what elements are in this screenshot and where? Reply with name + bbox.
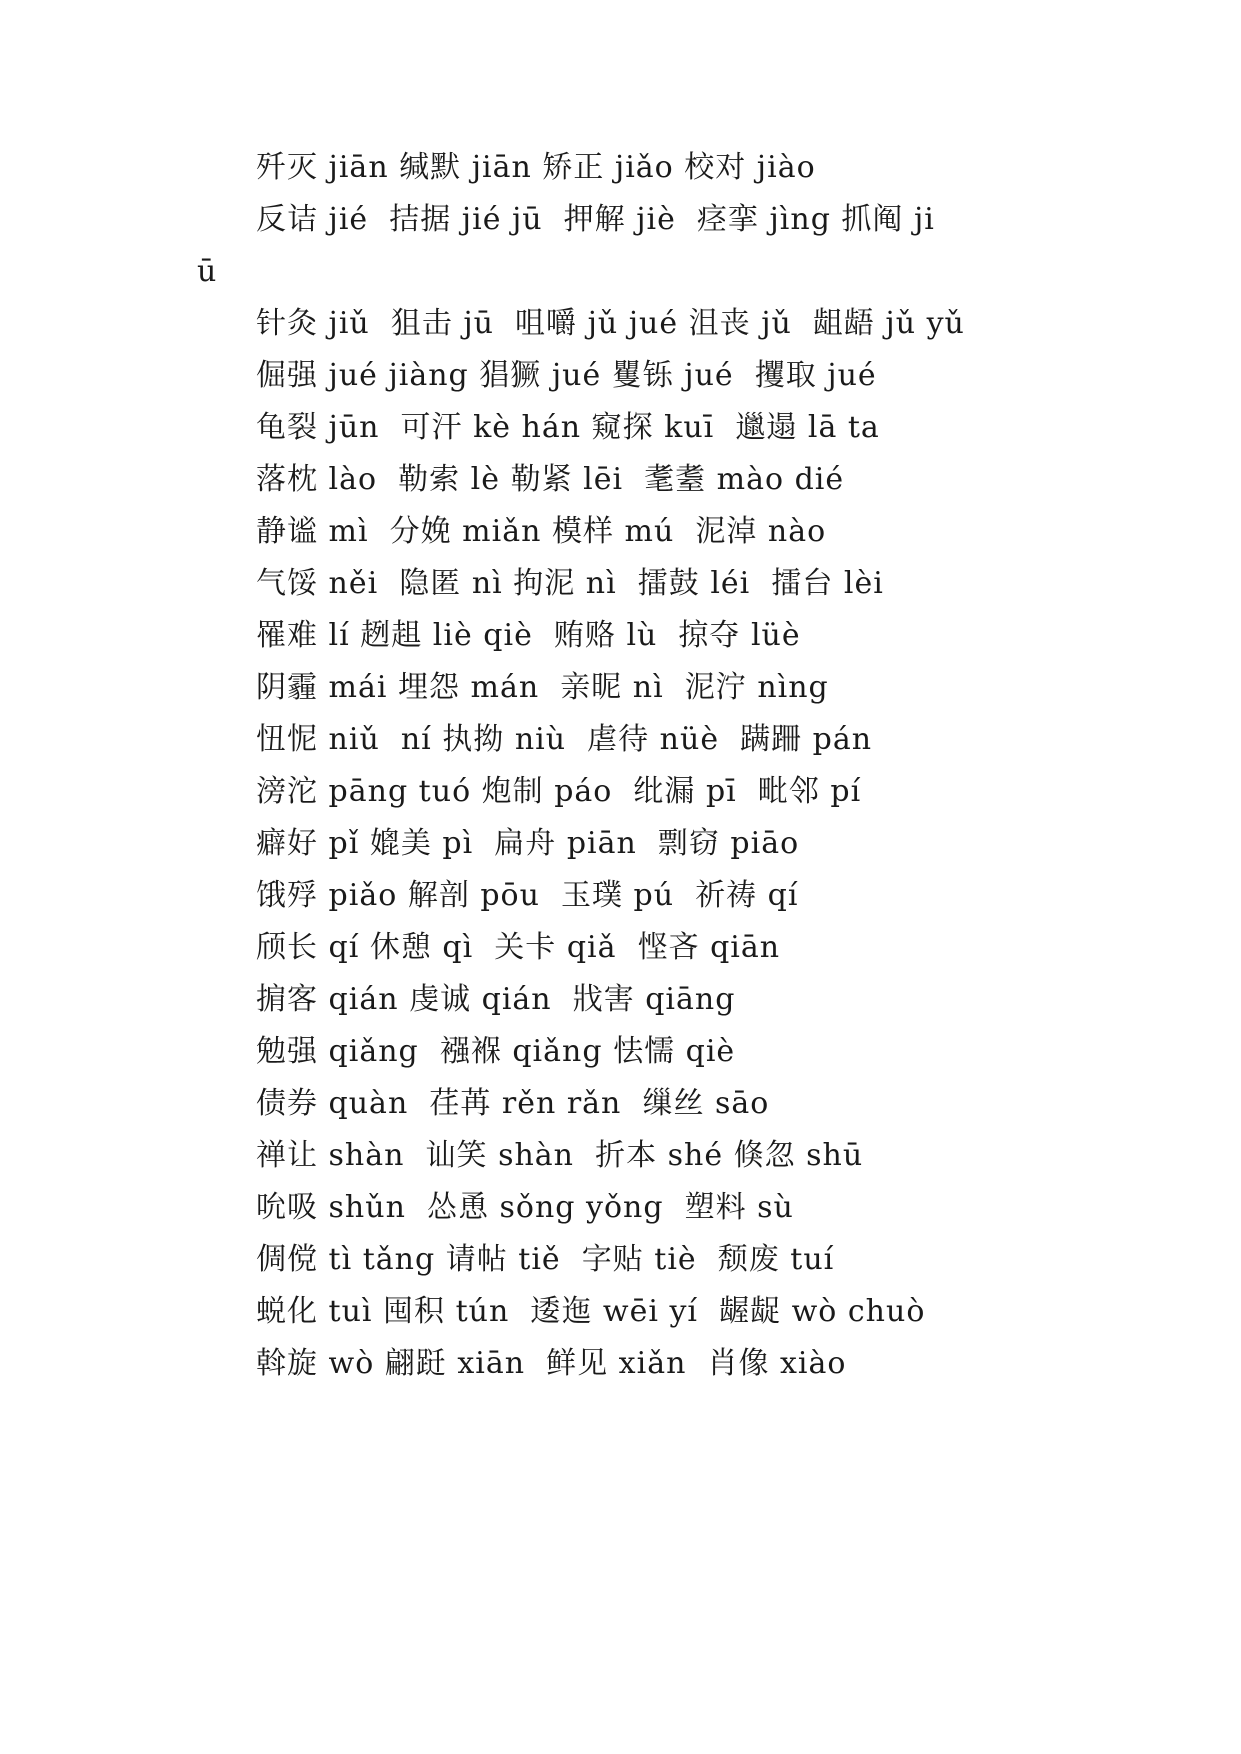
text-line-16: 掮客 qián 虔诚 qián 戕害 qiāng	[256, 982, 736, 1017]
text-line-22: 蜕化 tuì 囤积 tún 逶迤 wēi yí 龌龊 wò chuò	[256, 1294, 926, 1329]
text-line-21: 倜傥 tì tǎng 请帖 tiě 字贴 tiè 颓废 tuí	[256, 1242, 835, 1277]
text-line-2-continuation: ū	[197, 254, 218, 289]
text-line-13: 癖好 pǐ 媲美 pì 扁舟 piān 剽窃 piāo	[256, 826, 800, 861]
text-line-1: 歼灭 jiān 缄默 jiān 矫正 jiǎo 校对 jiào	[256, 150, 816, 185]
text-line-15: 颀长 qí 休憩 qì 关卡 qiǎ 悭吝 qiān	[256, 930, 781, 965]
text-line-8: 气馁 něi 隐匿 nì 拘泥 nì 擂鼓 léi 擂台 lèi	[256, 566, 884, 601]
text-line-19: 禅让 shàn 讪笑 shàn 折本 shé 倏忽 shū	[256, 1138, 864, 1173]
text-line-4: 倔强 jué jiàng 猖獗 jué 矍铄 jué 攫取 jué	[256, 358, 877, 393]
text-line-5: 龟裂 jūn 可汗 kè hán 窥探 kuī 邋遢 lā ta	[256, 410, 880, 445]
text-line-20: 吮吸 shǔn 怂恿 sǒng yǒng 塑料 sù	[256, 1190, 794, 1225]
text-line-6: 落枕 lào 勒索 lè 勒紧 lēi 耄耋 mào dié	[256, 462, 845, 497]
text-line-7: 静谧 mì 分娩 miǎn 模样 mú 泥淖 nào	[256, 514, 827, 549]
text-line-3: 针灸 jiǔ 狙击 jū 咀嚼 jǔ jué 沮丧 jǔ 龃龉 jǔ yǔ	[256, 306, 965, 341]
text-line-9: 罹难 lí 趔趄 liè qiè 贿赂 lù 掠夺 lüè	[256, 618, 801, 653]
text-line-10: 阴霾 mái 埋怨 mán 亲昵 nì 泥泞 nìng	[256, 670, 829, 705]
text-line-18: 债券 quàn 荏苒 rěn rǎn 缫丝 sāo	[256, 1086, 770, 1121]
text-line-12: 滂沱 pāng tuó 炮制 páo 纰漏 pī 毗邻 pí	[256, 774, 862, 809]
text-line-23: 斡旋 wò 翩跹 xiān 鲜见 xiǎn 肖像 xiào	[256, 1346, 847, 1381]
text-line-2: 反诘 jié 拮据 jié jū 押解 jiè 痉挛 jìng 抓阄 ji	[256, 202, 935, 237]
text-line-17: 勉强 qiǎng 襁褓 qiǎng 怯懦 qiè	[256, 1034, 736, 1069]
text-line-11: 忸怩 niǔ ní 执拗 niù 虐待 nüè 蹒跚 pán	[256, 722, 873, 757]
text-line-14: 饿殍 piǎo 解剖 pōu 玉璞 pú 祈祷 qí	[256, 878, 799, 913]
